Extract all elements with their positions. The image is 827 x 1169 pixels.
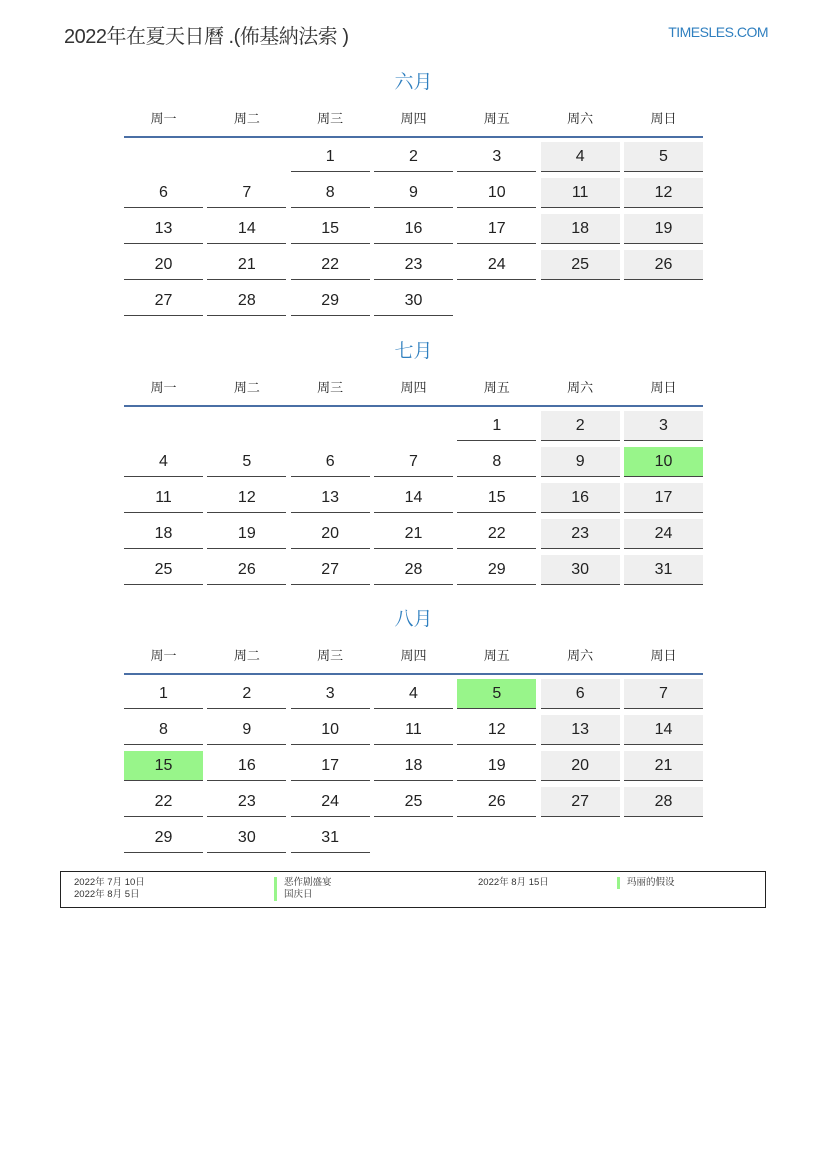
day-cell[interactable]: 5 — [624, 142, 703, 172]
weekday-label: 周六 — [567, 110, 594, 126]
day-cell[interactable]: 7 — [207, 178, 286, 208]
day-cell[interactable]: 31 — [291, 823, 370, 853]
day-cell[interactable]: 17 — [291, 751, 370, 781]
weekday-label: 周一 — [150, 379, 177, 395]
day-cell[interactable]: 23 — [541, 519, 620, 549]
day-cell[interactable]: 30 — [374, 286, 453, 316]
day-cell[interactable]: 26 — [207, 555, 286, 585]
legend-dates-col — [74, 877, 145, 901]
day-grid — [124, 411, 703, 591]
holiday-day-cell[interactable]: 5 — [457, 679, 536, 709]
day-cell[interactable]: 14 — [207, 214, 286, 244]
day-cell[interactable]: 19 — [624, 214, 703, 244]
day-cell[interactable]: 16 — [541, 483, 620, 513]
day-cell[interactable]: 2 — [207, 679, 286, 709]
day-cell[interactable]: 15 — [291, 214, 370, 244]
day-cell[interactable]: 26 — [624, 250, 703, 280]
weekday-label: 周二 — [233, 379, 260, 395]
day-cell[interactable]: 26 — [457, 787, 536, 817]
day-cell[interactable]: 30 — [541, 555, 620, 585]
day-cell[interactable]: 23 — [207, 787, 286, 817]
day-cell[interactable]: 22 — [291, 250, 370, 280]
legend-date: 2022年 8月 15日 — [478, 877, 549, 888]
day-cell[interactable]: 7 — [374, 447, 453, 477]
holiday-legend — [60, 871, 766, 908]
site-link[interactable]: TIMESLES.COM — [668, 24, 768, 40]
day-cell[interactable]: 20 — [291, 519, 370, 549]
weekday-label: 周三 — [317, 110, 344, 126]
weekday-label: 周五 — [483, 379, 510, 395]
day-cell[interactable]: 21 — [207, 250, 286, 280]
day-cell[interactable]: 25 — [541, 250, 620, 280]
month-title: 七月 — [394, 341, 433, 362]
day-cell[interactable]: 27 — [124, 286, 203, 316]
day-cell[interactable]: 3 — [291, 679, 370, 709]
empty-cell — [207, 142, 286, 172]
weekday-label: 周六 — [567, 647, 594, 663]
holiday-day-cell[interactable]: 10 — [624, 447, 703, 477]
day-cell[interactable]: 19 — [207, 519, 286, 549]
day-cell[interactable]: 6 — [124, 178, 203, 208]
day-cell[interactable]: 13 — [124, 214, 203, 244]
weekday-label: 周日 — [650, 379, 677, 395]
day-cell[interactable]: 27 — [541, 787, 620, 817]
day-cell[interactable]: 3 — [457, 142, 536, 172]
day-cell[interactable]: 24 — [624, 519, 703, 549]
day-cell[interactable]: 18 — [124, 519, 203, 549]
day-cell[interactable]: 28 — [207, 286, 286, 316]
day-cell[interactable]: 18 — [374, 751, 453, 781]
day-cell[interactable]: 15 — [457, 483, 536, 513]
day-cell[interactable]: 9 — [541, 447, 620, 477]
day-cell[interactable]: 12 — [457, 715, 536, 745]
legend-names-col — [617, 877, 675, 889]
day-cell[interactable]: 6 — [541, 679, 620, 709]
day-cell[interactable]: 22 — [457, 519, 536, 549]
day-cell[interactable]: 12 — [624, 178, 703, 208]
weekday-label: 周四 — [400, 379, 427, 395]
day-grid — [124, 679, 703, 859]
day-cell[interactable]: 2 — [374, 142, 453, 172]
day-cell[interactable]: 21 — [374, 519, 453, 549]
empty-cell — [124, 142, 203, 172]
day-cell[interactable]: 22 — [124, 787, 203, 817]
day-cell[interactable]: 13 — [291, 483, 370, 513]
month-june — [124, 68, 703, 322]
day-cell[interactable]: 14 — [374, 483, 453, 513]
empty-cell — [207, 411, 286, 441]
day-cell[interactable]: 16 — [374, 214, 453, 244]
day-cell[interactable]: 1 — [291, 142, 370, 172]
day-cell[interactable]: 29 — [457, 555, 536, 585]
day-cell[interactable]: 8 — [291, 178, 370, 208]
day-cell[interactable]: 4 — [541, 142, 620, 172]
weekday-label: 周五 — [483, 110, 510, 126]
day-cell[interactable]: 30 — [207, 823, 286, 853]
day-cell[interactable]: 17 — [624, 483, 703, 513]
day-cell[interactable]: 7 — [624, 679, 703, 709]
weekday-header — [124, 98, 703, 138]
day-cell[interactable]: 4 — [124, 447, 203, 477]
day-cell[interactable]: 2 — [541, 411, 620, 441]
day-cell[interactable]: 10 — [457, 178, 536, 208]
day-cell[interactable]: 16 — [207, 751, 286, 781]
legend-holiday-name: 国庆日 — [284, 889, 313, 900]
empty-cell — [124, 411, 203, 441]
weekday-label: 周一 — [150, 647, 177, 663]
day-cell[interactable]: 20 — [124, 250, 203, 280]
day-cell[interactable]: 5 — [207, 447, 286, 477]
weekday-label: 周六 — [567, 379, 594, 395]
day-cell[interactable]: 9 — [207, 715, 286, 745]
day-cell[interactable]: 21 — [624, 751, 703, 781]
day-cell[interactable]: 18 — [541, 214, 620, 244]
day-cell[interactable]: 11 — [374, 715, 453, 745]
day-cell[interactable]: 24 — [457, 250, 536, 280]
day-cell[interactable]: 29 — [124, 823, 203, 853]
day-cell[interactable]: 3 — [624, 411, 703, 441]
weekday-header — [124, 635, 703, 675]
day-cell[interactable]: 28 — [624, 787, 703, 817]
empty-cell — [291, 411, 370, 441]
day-cell[interactable]: 13 — [541, 715, 620, 745]
holiday-day-cell[interactable]: 15 — [124, 751, 203, 781]
weekday-label: 周二 — [233, 647, 260, 663]
weekday-label: 周五 — [483, 647, 510, 663]
weekday-label: 周二 — [233, 110, 260, 126]
month-july — [124, 337, 703, 591]
day-cell[interactable]: 28 — [374, 555, 453, 585]
day-cell[interactable]: 14 — [624, 715, 703, 745]
day-cell[interactable]: 9 — [374, 178, 453, 208]
day-cell[interactable]: 12 — [207, 483, 286, 513]
day-cell[interactable]: 27 — [291, 555, 370, 585]
month-title: 八月 — [394, 609, 433, 630]
weekday-label: 周四 — [400, 647, 427, 663]
day-cell[interactable]: 23 — [374, 250, 453, 280]
day-grid — [124, 142, 703, 322]
day-cell[interactable]: 8 — [457, 447, 536, 477]
day-cell[interactable]: 11 — [541, 178, 620, 208]
day-cell[interactable]: 29 — [291, 286, 370, 316]
day-cell[interactable]: 25 — [124, 555, 203, 585]
day-cell[interactable]: 1 — [457, 411, 536, 441]
legend-date: 2022年 8月 5日 — [74, 889, 140, 900]
month-title: 六月 — [394, 72, 433, 93]
weekday-label: 周日 — [650, 110, 677, 126]
weekday-label: 周日 — [650, 647, 677, 663]
legend-holiday-name: 恶作剧盛宴 — [284, 877, 332, 888]
legend-date: 2022年 7月 10日 — [74, 877, 145, 888]
empty-cell — [374, 411, 453, 441]
day-cell[interactable]: 25 — [374, 787, 453, 817]
weekday-label: 周一 — [150, 110, 177, 126]
day-cell[interactable]: 4 — [374, 679, 453, 709]
day-cell[interactable]: 31 — [624, 555, 703, 585]
day-cell[interactable]: 19 — [457, 751, 536, 781]
weekday-label: 周三 — [317, 379, 344, 395]
legend-names-col — [274, 877, 332, 901]
day-cell[interactable]: 17 — [457, 214, 536, 244]
day-cell[interactable]: 20 — [541, 751, 620, 781]
month-august — [124, 605, 703, 859]
day-cell[interactable]: 8 — [124, 715, 203, 745]
page-title: 2022年在夏天日曆 .(佈基納法索 ) — [64, 26, 349, 48]
day-cell[interactable]: 6 — [291, 447, 370, 477]
weekday-header — [124, 367, 703, 407]
day-cell[interactable]: 10 — [291, 715, 370, 745]
legend-dates-col — [478, 877, 549, 889]
legend-holiday-name: 玛丽的假设 — [627, 877, 675, 888]
day-cell[interactable]: 1 — [124, 679, 203, 709]
weekday-label: 周四 — [400, 110, 427, 126]
day-cell[interactable]: 11 — [124, 483, 203, 513]
day-cell[interactable]: 24 — [291, 787, 370, 817]
weekday-label: 周三 — [317, 647, 344, 663]
